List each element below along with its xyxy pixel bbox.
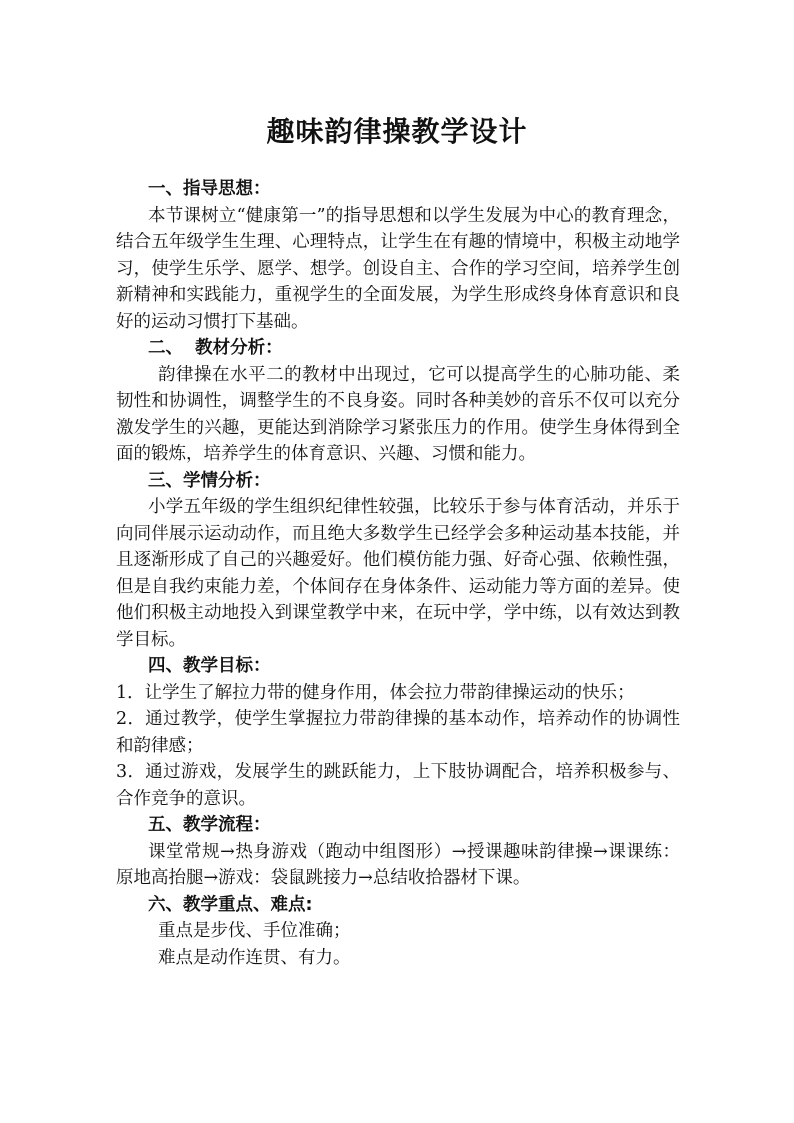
key-point-line: 重点是步伐、手位准确； <box>158 921 351 941</box>
difficult-point-line: 难点是动作连贯、有力。 <box>158 947 351 968</box>
section-heading-material-analysis: 二、 教材分析： <box>148 338 283 358</box>
paragraph-teaching-process: 课堂常规→热身游戏（跑动中组图形）→授课趣味韵律操→课课练：原地高抬腿→游戏：袋鼠跳接力→总结收拾器材下课。 <box>116 841 680 888</box>
objective-item-3: 3．通过游戏，发展学生的跳跃能力，上下肢协调配合，培养积极参与、合作竞争的意识。 <box>116 762 680 809</box>
objective-item-2: 2．通过教学，使学生掌握拉力带韵律操的基本动作，培养动作的协调性和韵律感； <box>116 709 680 756</box>
document-title: 趣味韵律操教学设计 <box>266 115 528 148</box>
section-heading-teaching-objectives: 四、教学目标： <box>148 656 271 676</box>
paragraph-student-analysis: 小学五年级的学生组织纪律性较强，比较乐于参与体育活动，并乐于向同伴展示运动动作，而且绝大多数学生已经学会多种运动基本技能，并且逐渐形成了自己的兴趣爱好。他们模仿能力强、好奇心强、依赖性强，但是自我约束能力差，个体间存在身体条件、运动能力等方面的差异。使他们积极主动地投入到课堂教学中来，在玩中学，学中练，以有效达到教学目标。 <box>116 497 680 650</box>
section-heading-student-analysis: 三、学情分析： <box>148 470 271 491</box>
section-heading-key-points: 六、教学重点、难点: <box>148 894 313 915</box>
document-body <box>116 176 680 971</box>
paragraph-material-analysis: 韵律操在水平二的教材中出现过，它可以提高学生的心肺功能、柔韧性和协调性，调整学生的不良身姿。同时各种美妙的音乐不仅可以充分激发学生的兴趣，更能达到消除学习紧张压力的作用。使学生身体得到全面的锻炼，培养学生的体育意识、兴趣、习惯和能力。 <box>116 364 680 464</box>
objective-item-1: 1．让学生了解拉力带的健身作用，体会拉力带韵律操运动的快乐； <box>116 682 635 703</box>
section-heading-guiding-ideology: 一、指导思想： <box>148 179 271 199</box>
section-heading-teaching-process: 五、教学流程： <box>148 815 271 835</box>
paragraph-guiding-ideology: 本节课树立“健康第一”的指导思想和以学生发展为中心的教育理念，结合五年级学生生理、心理特点，让学生在有趣的情境中，积极主动地学习，使学生乐学、愿学、想学。创设自主、合作的学习空间，培养学生创新精神和实践能力，重视学生的全面发展，为学生形成终身体育意识和良好的运动习惯打下基础。 <box>116 205 680 332</box>
